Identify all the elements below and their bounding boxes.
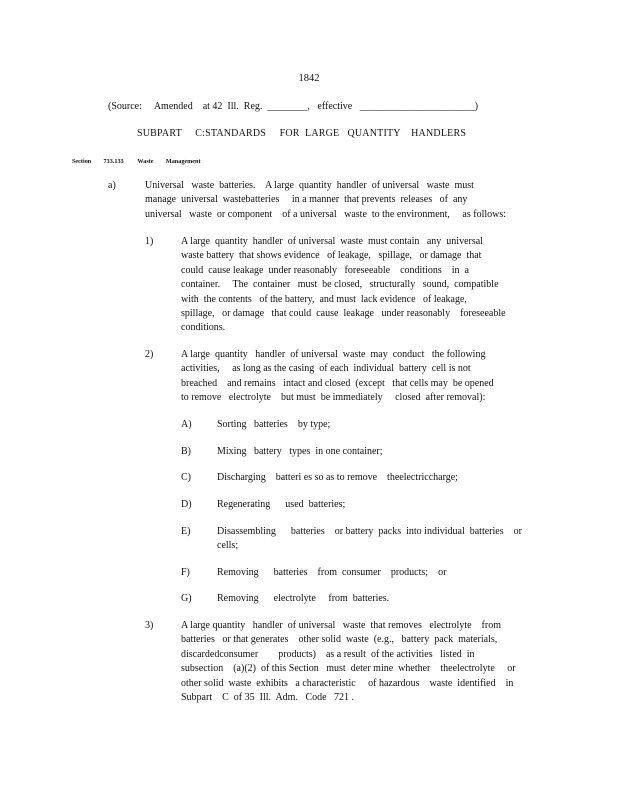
para-line: Universal waste batteries. A large quantity handler of universal waste must	[145, 180, 474, 191]
para-a-label: a)	[108, 180, 116, 191]
para-line: Removing electrolyte from batteries.	[217, 593, 390, 604]
para-line: other solid waste exhibits a characteristic of hazardous waste identified in	[181, 677, 514, 689]
item-G-text	[217, 592, 389, 606]
page-number: 1842	[298, 73, 320, 84]
para-line: manage universal wastebatteries in a manner that prevents releases of any	[145, 194, 468, 206]
para-line: spillage, or damage that could cause leakage under reasonably foreseeable	[181, 308, 506, 320]
item-B-label: B)	[181, 446, 191, 457]
item-E-text	[217, 525, 522, 554]
item-C-text	[217, 471, 458, 485]
para-line: A large quantity handler of universal waste that removes electrolyte from	[181, 620, 501, 631]
para-line: activities, as long as the casing of each individual battery cell is not	[181, 363, 471, 375]
para-line: Sorting batteries by type;	[217, 419, 331, 430]
para-line: subsection (a)(2) of this Section must deter mine whether theelectrolyte or	[181, 663, 516, 675]
item-1-label: 1)	[145, 236, 154, 247]
para-line: to remove electrolyte but must be immediately closed after removal):	[181, 392, 486, 404]
item-D-label: D)	[181, 499, 192, 510]
item-G-label: G)	[181, 593, 192, 604]
para-line: conditions.	[181, 322, 226, 334]
para-line: A large quantity handler of universal waste must contain any universal	[181, 236, 483, 247]
para-line: with the contents of the battery, and must lack evidence of leakage,	[181, 293, 467, 305]
para-line: Mixing battery types in one container;	[217, 446, 383, 457]
item-D-text	[217, 498, 345, 512]
item-3-text	[181, 619, 516, 705]
para-line: container. The container must be closed, structurally sound, compatible	[181, 279, 499, 291]
item-3-label: 3)	[145, 620, 154, 631]
para-a-text	[145, 179, 506, 222]
item-F-label: F)	[181, 567, 190, 578]
item-2-text	[181, 348, 494, 406]
item-2-label: 2)	[145, 349, 154, 360]
para-line: Disassembling batteries or battery packs into individual batteries or	[217, 526, 522, 537]
para-line: could cause leakage under reasonably foreseeable conditions in a	[181, 264, 469, 276]
item-F-text	[217, 566, 446, 580]
para-line: batteries or that generates other solid waste (e.g., battery pack materials,	[181, 634, 498, 646]
section-heading: Section 733.133 Waste Management	[72, 158, 201, 165]
para-line: Regenerating used batteries;	[217, 499, 346, 510]
para-line: universal waste or component of a universal waste to the environment, as follows:	[145, 208, 507, 220]
item-1-text	[181, 235, 506, 336]
item-C-label: C)	[181, 472, 191, 483]
para-line: Removing batteries from consumer products; or	[217, 567, 447, 578]
item-E-label: E)	[181, 526, 191, 537]
para-line: cells;	[217, 540, 239, 552]
source-line: (Source: Amended at 42 Ill. Reg. ________, effective _______________________)	[108, 101, 479, 112]
para-line: breached and remains intact and closed (except that cells may be opened	[181, 377, 494, 389]
para-line: Discharging batteri es so as to remove theelectriccharge;	[217, 472, 458, 483]
subpart-heading: SUBPART C:STANDARDS FOR LARGE QUANTITY HANDLERS	[137, 128, 467, 139]
para-line: waste battery that shows evidence of leakage, spillage, or damage that	[181, 250, 482, 262]
para-line: Subpart C of 35 Ill. Adm. Code 721 .	[181, 692, 355, 704]
para-line: discardedconsumer products) as a result of the activities listed in	[181, 648, 475, 660]
para-line: A large quantity handler of universal waste may conduct the following	[181, 349, 486, 360]
item-A-text	[217, 418, 330, 432]
item-B-text	[217, 445, 383, 459]
item-A-label: A)	[181, 419, 192, 430]
